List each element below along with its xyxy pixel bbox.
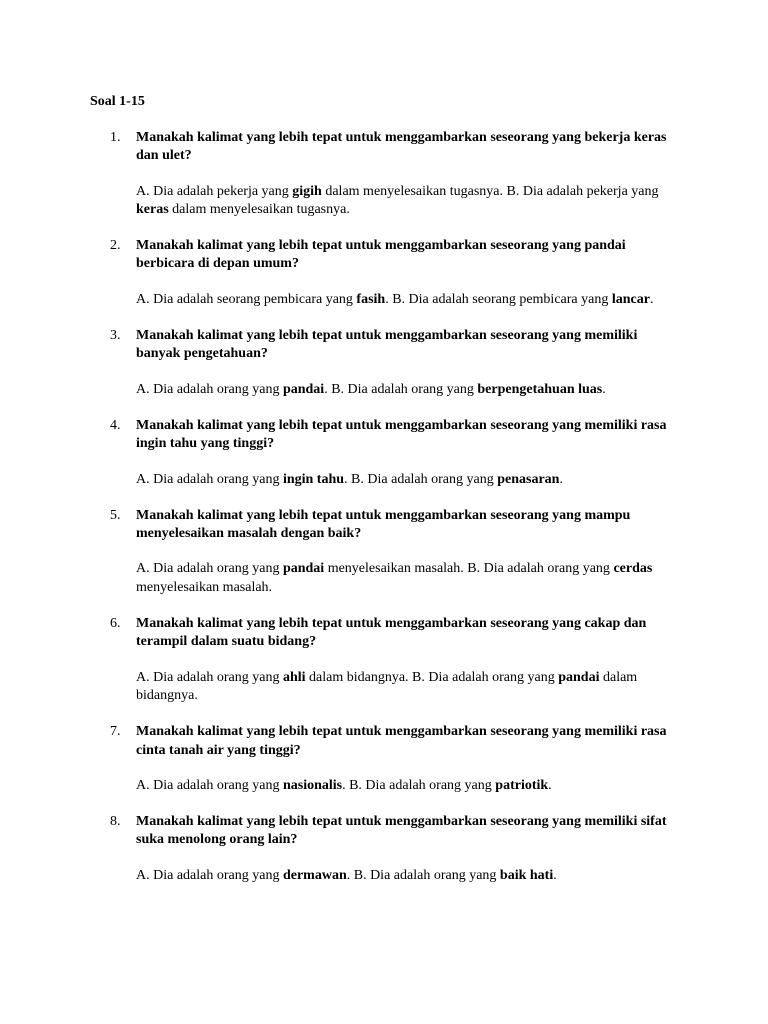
question-number: 5.	[110, 507, 121, 523]
answer-segment: . B. Dia adalah orang yang	[324, 381, 478, 397]
question-item	[0, 327, 768, 399]
question-text: Manakah kalimat yang lebih tepat untuk menggambarkan seseorang yang mampu menyelesaikan masalah dengan baik?	[136, 507, 631, 542]
question-item	[0, 237, 768, 309]
question-item	[0, 723, 768, 795]
question-text: Manakah kalimat yang lebih tepat untuk menggambarkan seseorang yang pandai berbicara di depan umum?	[136, 238, 626, 272]
answer-segment: A. Dia adalah orang yang	[136, 561, 283, 577]
answer-keyword: keras	[136, 201, 169, 217]
question-item	[0, 507, 768, 597]
question-item	[0, 813, 768, 885]
answer-options	[136, 183, 681, 220]
question-number: 1.	[110, 130, 121, 145]
answer-keyword: gigih	[292, 183, 322, 199]
answer-keyword: berpengetahuan luas	[477, 381, 603, 397]
question-number: 3.	[110, 328, 121, 344]
answer-options	[136, 669, 681, 706]
answer-options	[136, 381, 681, 399]
answer-keyword: lancar	[611, 291, 650, 307]
answer-segment: .	[548, 777, 552, 793]
question-number: 7.	[110, 724, 121, 740]
section-heading: Soal 1-15	[90, 94, 145, 109]
answer-segment: .	[553, 867, 557, 883]
question-text: Manakah kalimat yang lebih tepat untuk menggambarkan seseorang yang memiliki rasa ingin tahu yang tinggi?	[136, 417, 667, 452]
question-text: Manakah kalimat yang lebih tepat untuk menggambarkan seseorang yang memiliki sifat suka menolong orang lain?	[136, 814, 667, 848]
answer-segment: A. Dia adalah seorang pembicara yang	[136, 291, 357, 307]
answer-segment: . B. Dia adalah seorang pembicara yang	[385, 291, 612, 307]
answer-segment: . B. Dia adalah orang yang	[346, 867, 500, 883]
answer-options	[136, 777, 681, 795]
answer-segment: dalam menyelesaikan tugasnya. B. Dia adalah pekerja yang	[321, 183, 659, 199]
question-number: 8.	[110, 814, 121, 830]
answer-options	[136, 291, 681, 309]
answer-segment: A. Dia adalah pekerja yang	[136, 183, 293, 199]
question-number: 4.	[110, 417, 121, 433]
answer-options	[136, 867, 681, 885]
question-list	[0, 129, 768, 903]
question-item	[0, 615, 768, 705]
answer-keyword: nasionalis	[282, 777, 343, 793]
answer-keyword: pandai	[282, 381, 325, 397]
question-item	[0, 129, 768, 219]
answer-segment: . B. Dia adalah orang yang	[342, 777, 496, 793]
answer-keyword: pandai	[282, 561, 325, 577]
answer-segment: A. Dia adalah orang yang	[136, 471, 283, 487]
question-number: 6.	[110, 616, 121, 632]
question-text: Manakah kalimat yang lebih tepat untuk menggambarkan seseorang yang cakap dan terampil dalam suatu bidang?	[136, 616, 647, 650]
answer-keyword: ingin tahu	[282, 471, 345, 487]
answer-segment: A. Dia adalah orang yang	[136, 777, 283, 793]
question-text: Manakah kalimat yang lebih tepat untuk menggambarkan seseorang yang memiliki banyak pengetahuan?	[136, 328, 638, 362]
answer-segment: menyelesaikan masalah. B. Dia adalah orang yang	[324, 561, 614, 577]
answer-segment: . B. Dia adalah orang yang	[344, 471, 498, 487]
answer-keyword: baik hati	[499, 867, 554, 883]
answer-segment: menyelesaikan masalah.	[136, 579, 273, 595]
answer-segment: .	[559, 471, 563, 487]
answer-segment: A. Dia adalah orang yang	[136, 381, 283, 397]
answer-segment: .	[649, 291, 654, 307]
answer-keyword: penasaran	[497, 471, 560, 487]
answer-segment: .	[602, 381, 606, 397]
answer-options	[136, 560, 681, 597]
answer-segment: dalam menyelesaikan tugasnya.	[168, 201, 350, 217]
answer-keyword: cerdas	[613, 561, 653, 577]
answer-keyword: dermawan	[282, 867, 347, 883]
answer-keyword: ahli	[282, 669, 306, 685]
answer-segment: A. Dia adalah orang yang	[136, 669, 283, 685]
answer-keyword: fasih	[356, 291, 386, 307]
answer-segment: dalam bidangnya.	[136, 669, 638, 703]
answer-segment: A. Dia adalah orang yang	[136, 867, 283, 883]
question-text: Manakah kalimat yang lebih tepat untuk menggambarkan seseorang yang memiliki rasa cinta tanah air yang tinggi?	[136, 724, 667, 758]
answer-options	[136, 471, 681, 489]
question-item	[0, 417, 768, 489]
answer-keyword: pandai	[558, 669, 600, 685]
question-text: Manakah kalimat yang lebih tepat untuk menggambarkan seseorang yang bekerja keras dan ulet?	[136, 130, 667, 164]
answer-keyword: patriotik	[495, 777, 549, 793]
question-number: 2.	[110, 238, 121, 254]
answer-segment: dalam bidangnya. B. Dia adalah orang yang	[305, 669, 559, 685]
